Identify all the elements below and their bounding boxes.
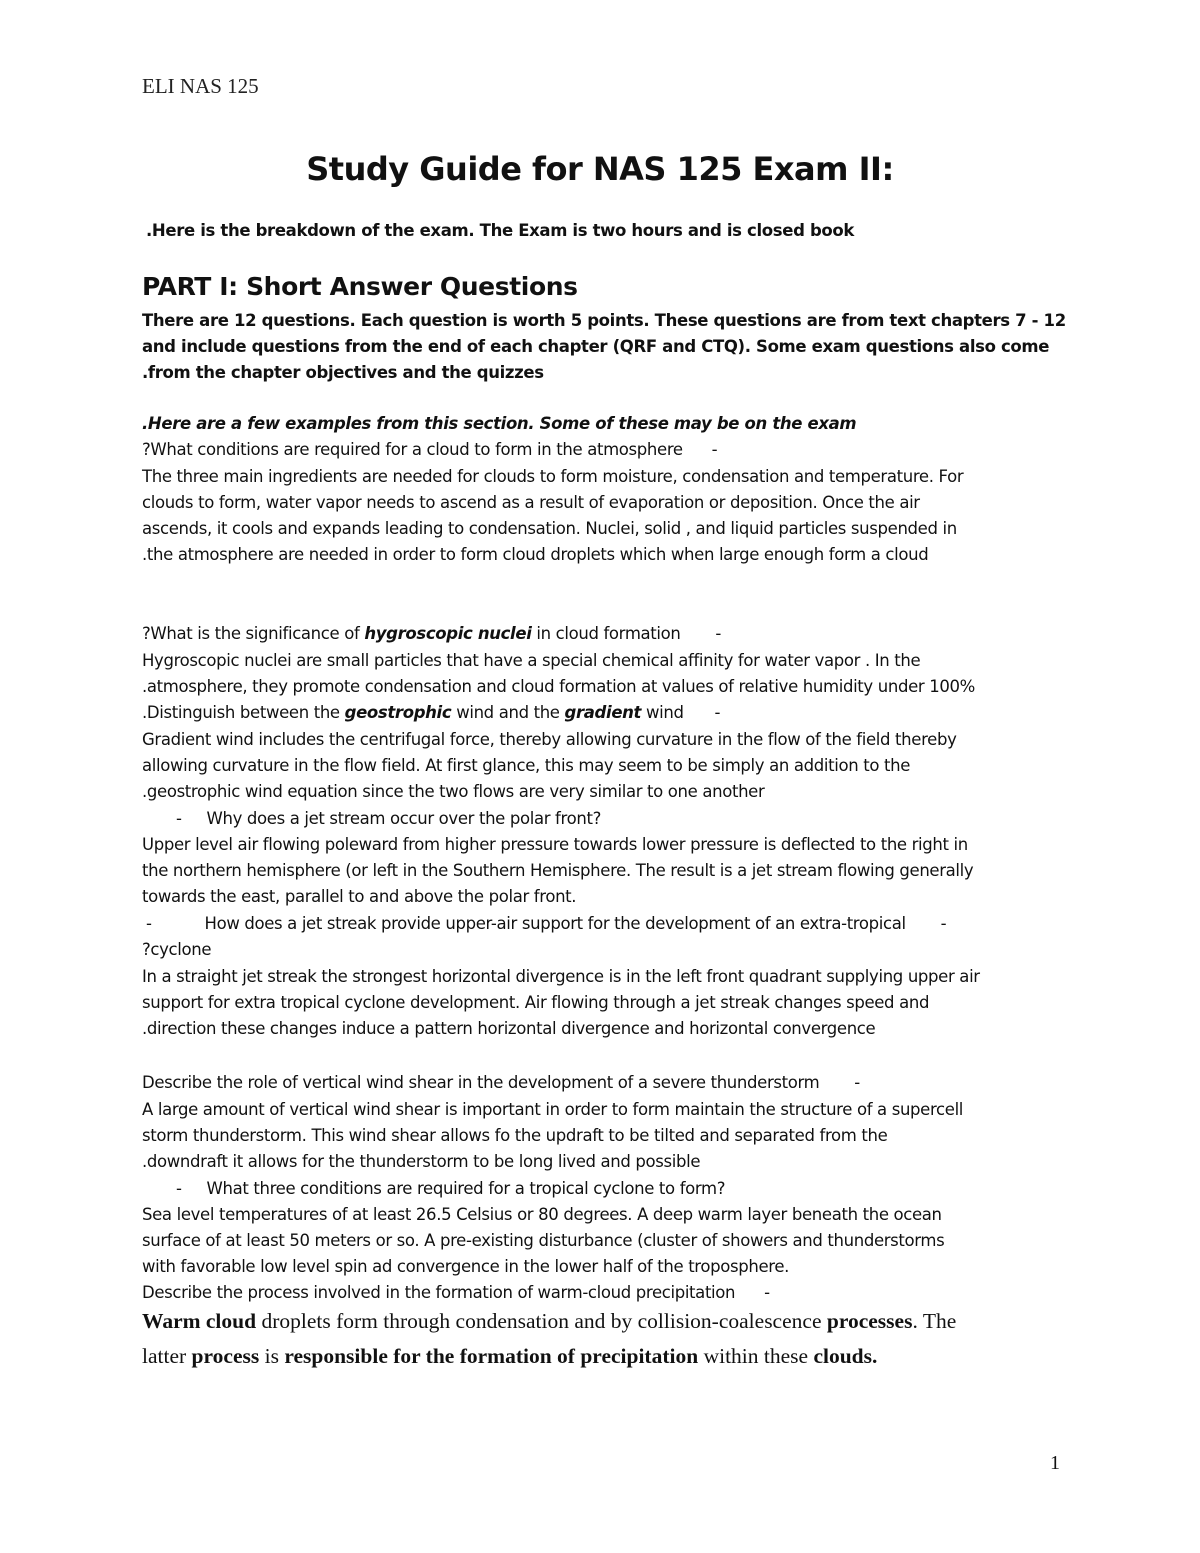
answer-text: . The: [912, 1309, 957, 1333]
answer-line: [142, 1341, 877, 1371]
question-6: [142, 1070, 860, 1096]
list-marker: -: [940, 914, 947, 933]
answer-line: [142, 1306, 956, 1336]
answer-line: .geostrophic wind equation since the two flows are very similar to one another: [142, 782, 765, 801]
question-term: gradient: [564, 703, 642, 722]
question-3: [142, 700, 720, 726]
question-text: Describe the role of vertical wind shear in the development of a severe thunderstorm: [142, 1073, 820, 1092]
answer-bold: clouds: [813, 1344, 872, 1368]
answer-line: .downdraft it allows for the thunderstorm to be long lived and possible: [142, 1152, 701, 1171]
question-8: [142, 1280, 770, 1306]
answer-line: .the atmosphere are needed in order to form cloud droplets which when large enough form a cloud: [142, 545, 929, 564]
answer-line: with favorable low level spin ad convergence in the lower half of the troposphere.: [142, 1257, 790, 1276]
part-heading: PART I: Short Answer Questions: [142, 272, 578, 301]
list-marker: -: [711, 440, 718, 459]
answer-line: surface of at least 50 meters or so. A pre-existing disturbance (cluster of showers and thunderstorms: [142, 1231, 945, 1250]
list-marker: -: [854, 1073, 860, 1092]
answer-line: Hygroscopic nuclei are small particles that have a special chemical affinity for water vapor . In the: [142, 651, 921, 670]
question-4: [176, 806, 601, 832]
list-marker: -: [176, 1179, 182, 1198]
page-title: Study Guide for NAS 125 Exam II:: [306, 150, 894, 188]
question-text: .Distinguish between the: [142, 703, 345, 722]
answer-line: support for extra tropical cyclone development. Air flowing through a jet streak changes speed and: [142, 993, 930, 1012]
question-text: Describe the process involved in the formation of warm-cloud precipitation: [142, 1283, 736, 1302]
exam-intro: .Here is the breakdown of the exam. The Exam is two hours and is closed book: [146, 221, 854, 240]
answer-line: storm thunderstorm. This wind shear allows fo the updraft to be tilted and separated from the: [142, 1126, 888, 1145]
question-7: [176, 1176, 725, 1202]
answer-line: In a straight jet streak the strongest horizontal divergence is in the left front quadrant supplying upper air: [142, 967, 980, 986]
list-marker: -: [176, 809, 182, 828]
examples-intro: .Here are a few examples from this section. Some of these may be on the exam: [142, 414, 857, 433]
question-text: What three conditions are required for a tropical cyclone to form?: [206, 1179, 726, 1198]
list-marker: -: [764, 1283, 770, 1302]
page-number: 1: [1050, 1452, 1060, 1474]
answer-text: within these: [698, 1344, 814, 1368]
list-marker: -: [714, 703, 721, 722]
list-marker: -: [146, 914, 152, 933]
answer-bold: processes: [826, 1309, 913, 1333]
answer-line: Gradient wind includes the centrifugal force, thereby allowing curvature in the flow of the field thereby: [142, 730, 957, 749]
question-term: hygroscopic nuclei: [364, 624, 532, 643]
question-term: geostrophic: [344, 703, 452, 722]
question-5: [146, 911, 946, 937]
question-text: ?What is the significance of: [142, 624, 365, 643]
part-description-line: There are 12 questions. Each question is worth 5 points. These questions are from text chapters 7 - 12: [142, 311, 1066, 330]
answer-line: clouds to form, water vapor needs to ascend as a result of evaporation or deposition. Once the air: [142, 493, 920, 512]
answer-text: droplets form through condensation and by collision-coalescence: [256, 1309, 827, 1333]
answer-bold: Warm cloud: [142, 1309, 257, 1333]
answer-bold: responsible for the formation of precipitation: [284, 1344, 699, 1368]
answer-line: .direction these changes induce a pattern horizontal divergence and horizontal convergence: [142, 1019, 876, 1038]
question-text: wind and the: [451, 703, 565, 722]
question-text: Why does a jet stream occur over the polar front?: [206, 809, 601, 828]
question-text: How does a jet streak provide upper-air support for the development of an extra-tropical: [204, 914, 906, 933]
answer-bold: process: [191, 1344, 260, 1368]
answer-line: .atmosphere, they promote condensation and cloud formation at values of relative humidity under 100%: [142, 677, 975, 696]
answer-text: is: [259, 1344, 285, 1368]
answer-line: the northern hemisphere (or left in the Southern Hemisphere. The result is a jet stream flowing generally: [142, 861, 974, 880]
question-text: in cloud formation: [531, 624, 681, 643]
answer-line: ascends, it cools and expands leading to condensation. Nuclei, solid , and liquid particles suspended in: [142, 519, 957, 538]
answer-text: .: [872, 1344, 878, 1368]
answer-line: allowing curvature in the flow field. At first glance, this may seem to be simply an addition to the: [142, 756, 910, 775]
answer-text: latter: [142, 1344, 192, 1368]
list-marker: -: [715, 624, 722, 643]
answer-line: towards the east, parallel to and above the polar front.: [142, 887, 577, 906]
question-text-continued: ?cyclone: [142, 940, 212, 959]
answer-line: The three main ingredients are needed for clouds to form moisture, condensation and temperature. For: [142, 467, 964, 486]
question-text: ?What conditions are required for a cloud to form in the atmosphere: [142, 440, 683, 459]
answer-line: A large amount of vertical wind shear is important in order to form maintain the structure of a supercell: [142, 1100, 964, 1119]
question-text: wind: [641, 703, 684, 722]
question-1: [142, 437, 717, 463]
question-2: [142, 621, 721, 647]
answer-line: Upper level air flowing poleward from higher pressure towards lower pressure is deflected to the right in: [142, 835, 968, 854]
document-header: ELI NAS 125: [142, 74, 259, 98]
answer-line: Sea level temperatures of at least 26.5 Celsius or 80 degrees. A deep warm layer beneath the ocean: [142, 1205, 942, 1224]
part-description-line: and include questions from the end of each chapter (QRF and CTQ). Some exam questions also come: [142, 337, 1050, 356]
part-description-line: .from the chapter objectives and the quizzes: [142, 363, 544, 382]
